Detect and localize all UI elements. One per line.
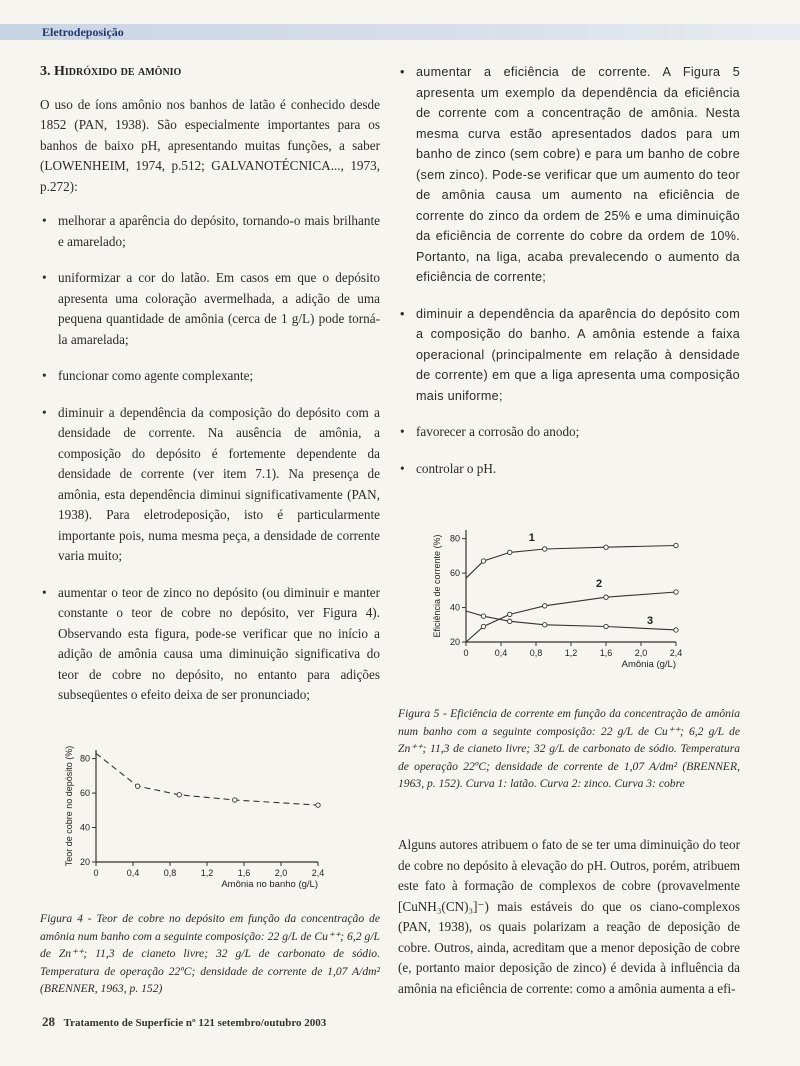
data-point [674,628,678,632]
series-label: 2 [596,578,603,591]
bullet-item: • melhorar a aparência do depósito, tornando-o mais brilhante e amarelado; [40,211,380,252]
data-point [481,614,485,618]
left-bullet-list [40,211,380,706]
series-label: 1 [528,531,535,544]
x-axis-label: Amônia no banho (g/L) [221,879,318,890]
x-axis-label: Amônia (g/L) [621,659,676,670]
bullet-item: • funcionar como agente complexante; [40,366,380,387]
data-point [604,595,608,599]
x-tick-label: 0,4 [126,868,140,878]
x-tick-label: 0,8 [529,648,543,658]
y-tick-label: 20 [79,857,90,867]
data-point [508,550,512,554]
data-point [135,784,139,788]
x-tick-label: 2,0 [634,648,648,658]
figure-5-caption: Figura 5 - Eficiência de corrente em função da concentração de amônia num banho com a seguinte composição: 22 g/L de Cu⁺⁺; 6,2 g/L de Zn⁺⁺; 11,3 de cianeto livre; 32 g/L de carbonato de sódio. Temperatura de operação 22ºC; densidade de corrente de 1,07 A/dm² (BRENNER, 1963, p. 152). Curva 1: latão. Curva 2: zinco. Curva 3: cobre [398,707,740,790]
y-tick-label: 80 [79,753,90,764]
x-tick-label: 1,2 [564,648,578,658]
series-line [96,753,318,805]
intro-paragraph: O uso de íons amônio nos banhos de latão é conhecido desde 1852 (PAN, 1938). São especialmente importantes para os banhos de baixo pH, apresentando muitas funções, a saber (LOWENHEIM, 1974, p.512; GALVANOTÉCNICA..., 1973, p.272): [40,96,380,194]
bullet-item: • controlar o pH. [398,459,740,480]
bullet-item: • aumentar a eficiência de corrente. A Figura 5 apresenta um exemplo da dependência da eficiência de corrente com a concentração de amônia. Nesta mesma curva estão apresentados dados para um banho de zinco (sem cobre) e para um banho de cobre (sem zinco). Pode-se verificar que um aumento do teor de amônia causa um aumento na eficiência de corrente do zinco da ordem de 25% e uma diminuição da eficiência de corrente do cobre da ordem de 10%. Portanto, na liga, acaba prevalecendo o aumento da eficiência de corrente; [398,62,740,288]
y-tick-label: 60 [449,568,460,579]
data-point [177,793,181,797]
y-tick-label: 80 [449,533,460,544]
x-tick-label: 1,6 [237,868,251,878]
data-point [233,798,237,802]
data-point [508,612,512,616]
figure-5-chart [426,522,696,677]
figure-4-caption: Figura 4 - Teor de cobre no depósito em função da concentração de amônia num banho com a seguinte composição: 22 g/L de Cu⁺⁺; 6,2 g/L de Zn⁺⁺; 11,3 de cianeto livre; 32 g/L de carbonato de sódio. Temperatura de operação 22ºC; densidade de corrente de 1,07 A/dm² (BRENNER, 1963, p. 152) [40,912,380,995]
data-point [543,547,547,551]
data-point [316,803,320,807]
x-tick-label: 0 [93,868,99,878]
x-tick-label: 0,8 [163,868,177,878]
x-tick-label: 2,0 [274,868,288,878]
figure-4-chart [58,740,348,890]
y-axis-label: Teor de cobre no depósito (%) [64,745,74,867]
data-point [508,619,512,623]
data-point [543,623,547,627]
x-tick-label: 1,2 [200,868,214,878]
x-tick-label: 0,4 [494,648,508,658]
bullet-item: • favorecer a corrosão do anodo; [398,422,740,443]
footer-text: Tratamento de Superfície nº 121 setembro/outubro 2003 [63,1017,327,1029]
data-point [481,559,485,563]
y-tick-label: 60 [79,788,90,799]
x-tick-label: 2,4 [311,868,325,878]
page-number: 28 [42,1014,55,1029]
section-label: Eletrodeposição [42,25,124,39]
data-point [481,624,485,628]
bullet-item: • diminuir a dependência da composição do depósito com a densidade de corrente. Na ausência de amônia, a composição do depósito é fortemente dependente da densidade de corrente (ver item 7.1). Na presença de amônia, esta dependência diminui significativamente (PAN, 1938). Para eletrodeposição, isto é particularmente importante pois, numa mesma peça, a densidade de corrente varia muito; [40,403,380,567]
x-tick-label: 0 [463,648,469,658]
closing-paragraph: Alguns autores atribuem o fato de se ter uma diminuição do teor de cobre no depósito à elevação do pH. Outros, porém, atribuem este fato à formação de complexos de cobre (provavelmente [CuNH₃(CN)₃]⁻) mais estáveis do que os ciano-complexos (PAN, 1938), os quais polarizam a reação de deposição de cobre. Outros, ainda, acreditam que a menor deposição de cobre (e, portanto maior deposição de zinco) é devida à influência da amônia na eficiência de corrente: como a amônia aumenta a efi- [398,837,740,996]
x-tick-label: 1,6 [599,648,613,658]
section-heading: 3. Hidróxido de amônio [40,64,182,79]
left-column [40,62,380,722]
data-point [604,545,608,549]
right-bullet-list [398,62,740,479]
page-footer [42,1014,326,1030]
bullet-item: • uniformizar a cor do latão. Em casos em que o depósito apresenta uma coloração avermelhada, a adição de uma pequena quantidade de amônia (cerca de 1 g/L) pode torná-la amarelada; [40,268,380,350]
y-tick-label: 20 [449,637,460,647]
series-line [466,592,676,642]
y-tick-label: 40 [79,822,90,833]
data-point [674,543,678,547]
x-tick-label: 2,4 [669,648,683,658]
y-tick-label: 40 [449,602,460,613]
series-line [466,546,676,579]
data-point [604,624,608,628]
bullet-item: • aumentar o teor de zinco no depósito (ou diminuir e manter constante o teor de cobre no depósito, ver Figura 4). Observando esta figura, pode-se verificar que no início a adição de amônia causa uma diminuição significativa do teor de cobre no depósito, no entanto para adições subseqüentes o efeito deixa de ser pronunciado; [40,583,380,706]
series-label: 3 [647,615,654,628]
bullet-item: • diminuir a dependência da aparência do depósito com a composição do banho. A amônia estende a faixa operacional (principalmente em relação à densidade de corrente) em que a liga apresenta uma composição mais uniforme; [398,304,740,407]
data-point [543,604,547,608]
right-column [398,62,740,495]
y-axis-label: Eficiência de corrente (%) [432,534,442,638]
data-point [674,590,678,594]
